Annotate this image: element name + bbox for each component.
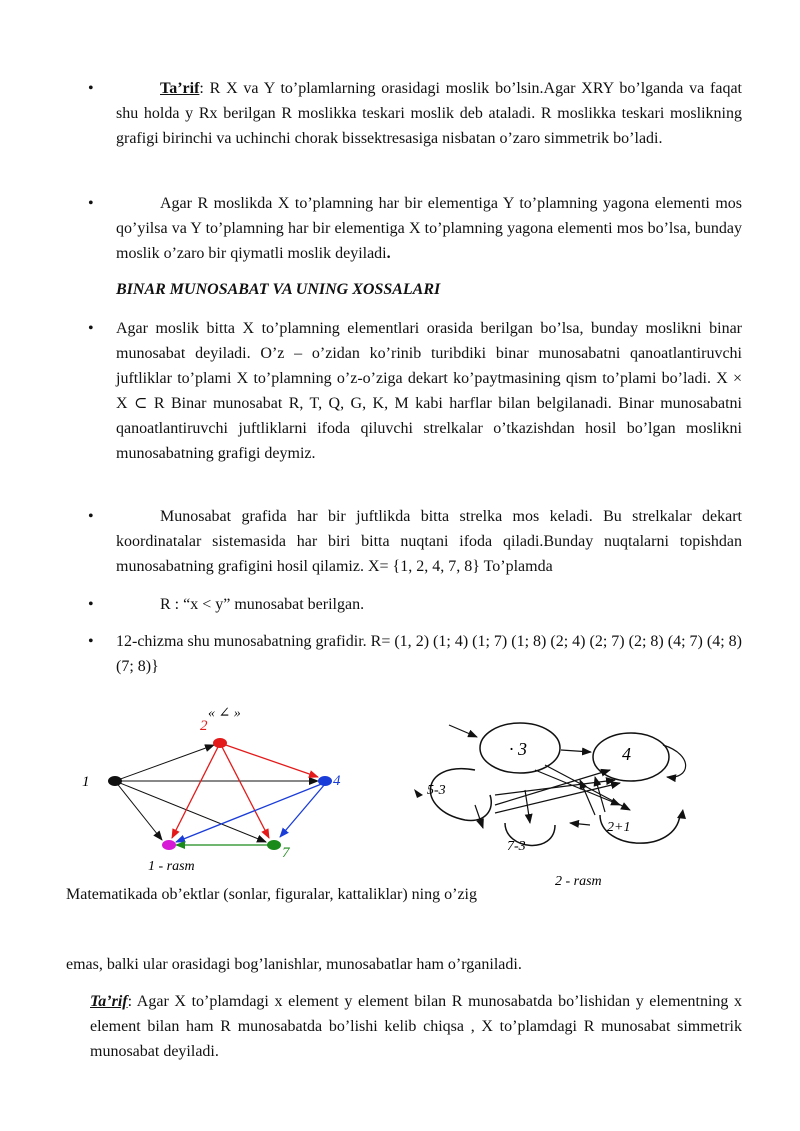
bullet: • <box>88 508 94 525</box>
node-3-label: · 3 <box>509 739 527 759</box>
node-1 <box>108 776 122 786</box>
node-7-label: 7 <box>282 845 290 861</box>
paragraph-4 <box>116 504 742 579</box>
section-heading: BINAR MUNOSABAT VA UNING XOSSALARI <box>116 281 441 298</box>
paragraph-4-text: Munosabat grafida har bir juftlikda bitta strelka mos keladi. Bu strelkalar dekart koordinatalar sistemasida har biri bitta nuqtani ifoda qiladi.Bunday nuqtalarni topishdan munosabatning grafigini hosil qilamiz. X= {1, 2, 4, 7, 8} To’plamda <box>116 508 742 575</box>
node-7 <box>267 840 281 850</box>
edge-1-8 <box>115 781 162 840</box>
node-2 <box>213 738 227 748</box>
definition-symmetric <box>90 989 742 1064</box>
node-2-label: 2 <box>200 718 208 734</box>
lower-line-2: emas, balki ular orasidagi bog’lanishlar, munosabatlar ham o’rganiladi. <box>66 956 522 973</box>
definition-symmetric-text: : Agar X to’plamdagi x element y element bilan R munosabatda bo’lishidan y elementning x element bilan ham R munosabatda bo’lishi kelib chiqsa , X to’plamdagi R munosabat simmetrik munosabat deyiladi. <box>90 993 742 1060</box>
node-1-label: 1 <box>82 774 90 790</box>
paragraph-3: Agar moslik bitta X to’plamning elementlari orasida berilgan bo’lsa, bunday moslikni binar munosabat deyiladi. O’z – o’zidan ko’rinib turibdiki binar munosabatni qanoatlantiruvchi juftliklar to’plami X to’plamning o’z-o’ziga dekart ko’paytmasining qism to’plami bo’ladi. X × X ⊂ R Binar munosabat R, T, Q, G, K, M kabi harflar bilan belgilanadi. Binar munosabatni qanoatlantiruvchi juftliklarni ifoda qiluvchi strelkalar o’tkazishdan hosil bo’lgan moslikni munosabatning grafigi deymiz. <box>116 320 742 462</box>
bullet: • <box>88 80 94 97</box>
loop-2-1-label: 2+1 <box>607 820 631 835</box>
node-4 <box>318 776 332 786</box>
paragraph-2-text: Agar R moslikda X to’plamning har bir elementiga Y to’plamning yagona elementi mos qo’yilsa va Y to’plamning har bir elementiga X to’plamning yagona elementi mos bo’lsa, bunday moslik o’zaro bir qiymatli moslik deyiladi <box>116 195 742 262</box>
node-4-label: 4 <box>622 744 631 764</box>
definition-paragraph-1 <box>116 76 742 151</box>
figure-2-graph <box>405 715 705 890</box>
node-8 <box>162 840 176 850</box>
figure-1-top-label: « ∠ » <box>208 706 241 721</box>
paragraph-5-text: R : “x < y” munosabat berilgan. <box>160 596 365 613</box>
paragraph-2-end: . <box>386 245 391 262</box>
bullet: • <box>88 596 94 613</box>
paragraph-2 <box>116 191 742 266</box>
figure-2-caption: 2 - rasm <box>555 874 602 889</box>
figure-1-caption: 1 - rasm <box>148 859 195 874</box>
edge-1-2 <box>115 745 214 781</box>
node-4-circle <box>593 733 669 781</box>
node-4-label: 4 <box>333 773 341 789</box>
definition-text: : R X va Y to’plamlarning orasidagi moslik bo’lsin.Agar XRY bo’lganda va faqat shu holda y Rx berilgan R moslikka teskari moslik deb ataladi. R moslikka teskari moslikning grafigi birinchi va uchinchi chorak bissektresasiga nisbatan o’zaro simmetrik bo’ladi. <box>116 80 742 147</box>
bullet: • <box>88 633 94 650</box>
lower-line-1: Matematikada ob’ektlar (sonlar, figuralar, kattaliklar) ning o’zig <box>66 886 477 903</box>
edge-1-7 <box>115 781 266 842</box>
bullet: • <box>88 320 94 337</box>
paragraph-5 <box>116 592 742 617</box>
figure-1-graph <box>60 695 360 880</box>
bullet: • <box>88 195 94 212</box>
definition-term: Ta’rif <box>160 80 200 97</box>
loop-5-3-label: 5-3 <box>427 783 446 798</box>
edge-4-8 <box>176 783 324 842</box>
paragraph-6: 12-chizma shu munosabatning grafidir. R= (1, 2) (1; 4) (1; 7) (1; 8) (2; 4) (2; 7) (2; 8) (4; 7) (4; 8) (7; 8)} <box>116 633 742 675</box>
definition-term-2: Ta’rif <box>90 993 128 1010</box>
loop-7-3-label: 7-3 <box>507 839 526 854</box>
